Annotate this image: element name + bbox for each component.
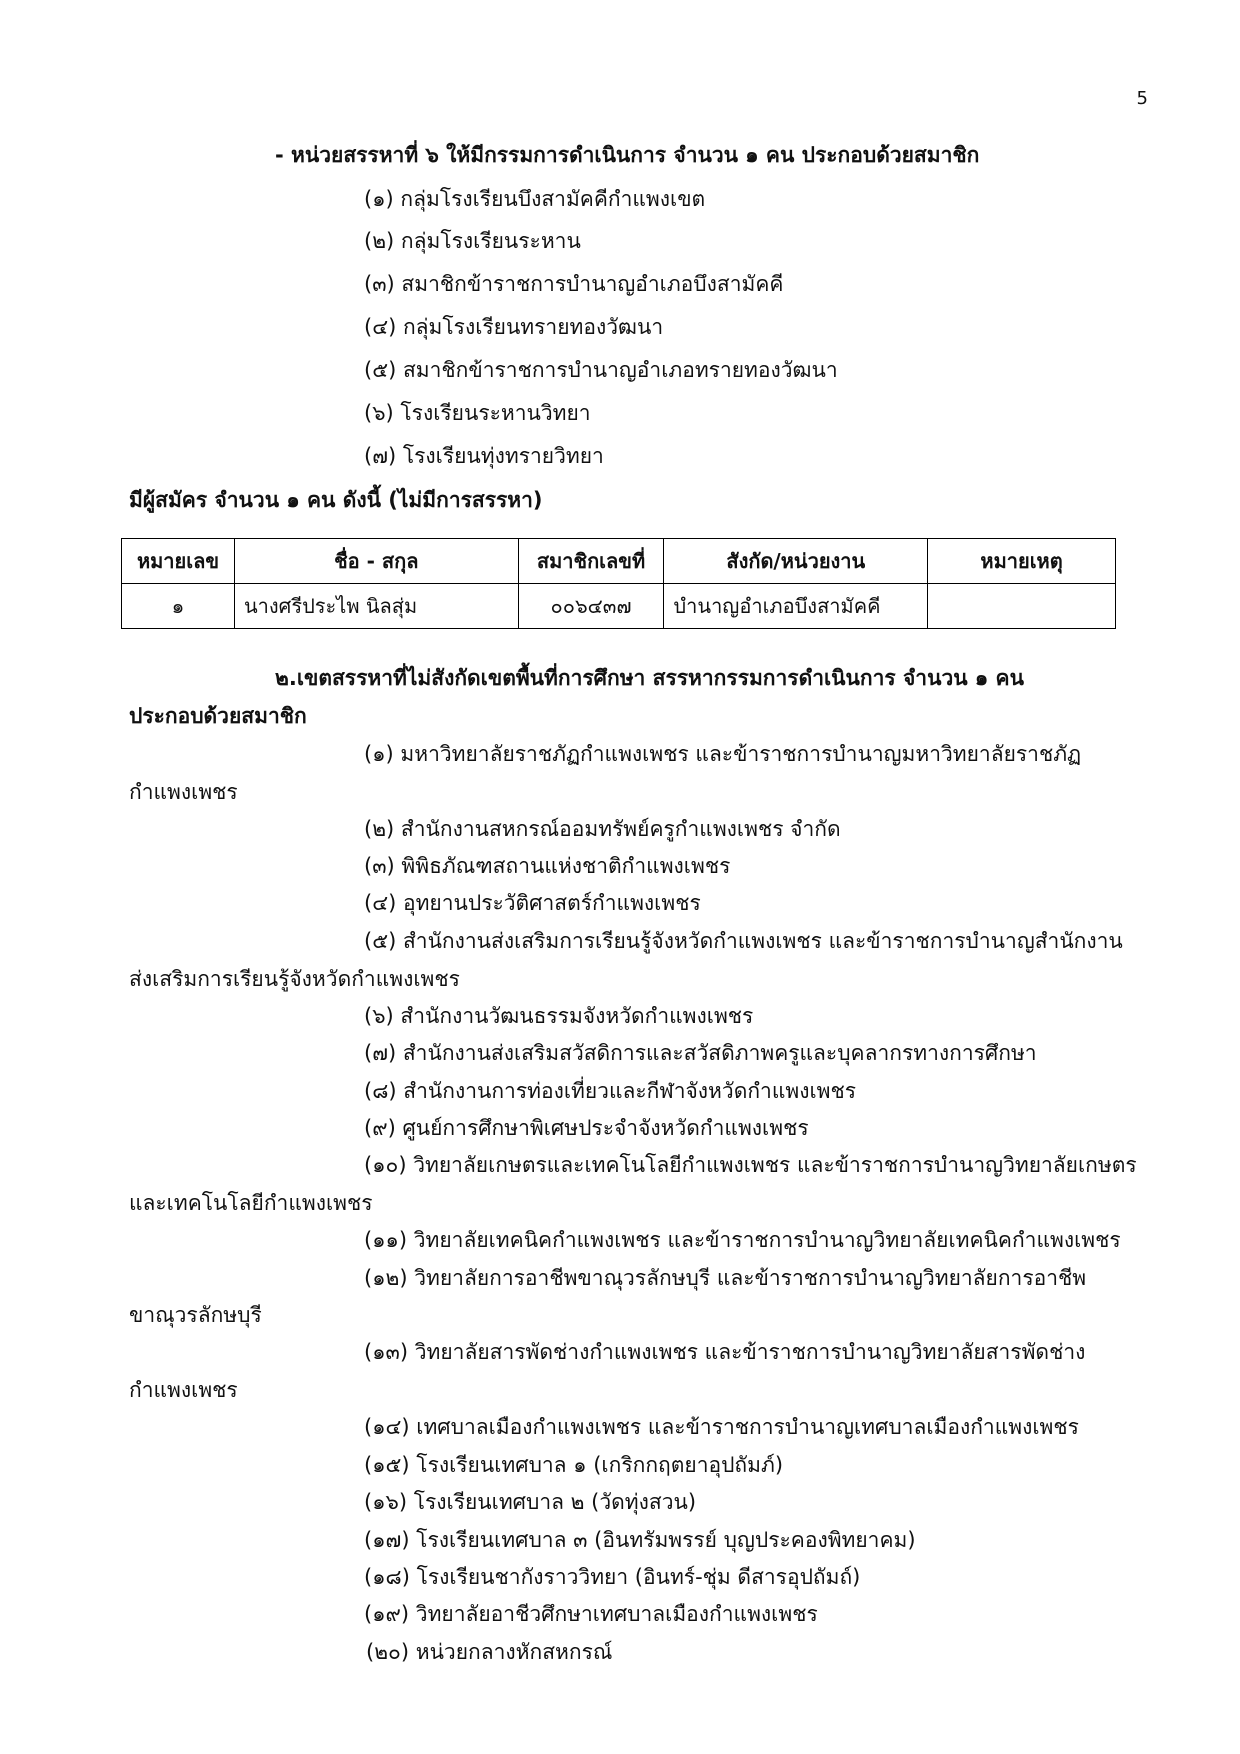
- column-header-member-id: สมาชิกเลขที่: [518, 539, 664, 584]
- section2-item-9: (๙) ศูนย์การศึกษาพิเศษประจำจังหวัดกำแพงเพชร: [364, 1116, 809, 1140]
- column-header-affiliation: สังกัด/หน่วยงาน: [664, 539, 928, 584]
- section2-item-11: (๑๑) วิทยาลัยเทคนิคกำแพงเพชร และข้าราชการบำนาญวิทยาลัยเทคนิคกำแพงเพชร: [364, 1228, 1121, 1252]
- section2-item-17: (๑๗) โรงเรียนเทศบาล ๓ (อินทรัมพรรย์ บุญประคองพิทยาคม): [364, 1528, 916, 1552]
- section2-item-13-cont: กำแพงเพชร: [129, 1378, 238, 1402]
- unit6-item-2: (๒) กลุ่มโรงเรียนระหาน: [364, 229, 581, 253]
- section2-item-19: (๑๙) วิทยาลัยอาชีวศึกษาเทศบาลเมืองกำแพงเพชร: [364, 1602, 818, 1626]
- applicant-note: มีผู้สมัคร จำนวน ๑ คน ดังนี้ (ไม่มีการสรรหา): [129, 488, 543, 512]
- section2-item-7: (๗) สำนักงานส่งเสริมสวัสดิการและสวัสดิภาพครูและบุคลากรทางการศึกษา: [364, 1041, 1037, 1065]
- section2-item-13: (๑๓) วิทยาลัยสารพัดช่างกำแพงเพชร และข้าราชการบำนาญวิทยาลัยสารพัดช่าง: [364, 1340, 1086, 1364]
- section2-item-4: (๔) อุทยานประวัติศาสตร์กำแพงเพชร: [364, 891, 701, 915]
- section2-item-3: (๓) พิพิธภัณฑสถานแห่งชาติกำแพงเพชร: [364, 854, 731, 878]
- section2-item-15: (๑๕) โรงเรียนเทศบาล ๑ (เกริกกฤตยาอุปถัมภ์): [364, 1453, 784, 1477]
- section2-item-5-cont: ส่งเสริมการเรียนรู้จังหวัดกำแพงเพชร: [129, 967, 460, 991]
- page-number: 5: [1136, 88, 1148, 109]
- unit6-item-3: (๓) สมาชิกข้าราชการบำนาญอำเภอบึงสามัคคี: [364, 272, 784, 296]
- unit6-item-4: (๔) กลุ่มโรงเรียนทรายทองวัฒนา: [364, 315, 664, 339]
- section2-item-1: (๑) มหาวิทยาลัยราชภัฏกำแพงเพชร และข้าราชการบำนาญมหาวิทยาลัยราชภัฏ: [364, 742, 1082, 766]
- section2-item-20: (๒๐) หน่วยกลางหักสหกรณ์: [366, 1640, 613, 1664]
- column-header-remark: หมายเหตุ: [928, 539, 1116, 584]
- section2-item-2: (๒) สำนักงานสหกรณ์ออมทรัพย์ครูกำแพงเพชร จำกัด: [364, 817, 841, 841]
- column-header-name: ชื่อ - สกุล: [234, 539, 518, 584]
- section2-item-12-cont: ขาณุวรลักษบุรี: [129, 1303, 262, 1327]
- section2-item-18: (๑๘) โรงเรียนชากังราววิทยา (อินทร์-ชุ่ม ดีสารอุปถัมถ์): [364, 1565, 861, 1589]
- column-header-number: หมายเลข: [122, 539, 235, 584]
- unit6-item-6: (๖) โรงเรียนระหานวิทยา: [364, 401, 591, 425]
- section2-item-6: (๖) สำนักงานวัฒนธรรมจังหวัดกำแพงเพชร: [364, 1004, 754, 1028]
- section2-item-12: (๑๒) วิทยาลัยการอาชีพขาณุวรลักษบุรี และข้าราชการบำนาญวิทยาลัยการอาชีพ: [364, 1266, 1087, 1290]
- cell-name: นางศรีประไพ นิลสุ่ม: [234, 584, 518, 629]
- unit6-heading: - หน่วยสรรหาที่ ๖ ให้มีกรรมการดำเนินการ จำนวน ๑ คน ประกอบด้วยสมาชิก: [275, 143, 980, 167]
- table-row: [122, 584, 1116, 629]
- section2-item-10: (๑๐) วิทยาลัยเกษตรและเทคโนโลยีกำแพงเพชร และข้าราชการบำนาญวิทยาลัยเกษตร: [364, 1153, 1137, 1177]
- unit6-item-5: (๕) สมาชิกข้าราชการบำนาญอำเภอทรายทองวัฒนา: [364, 358, 838, 382]
- cell-remark: [928, 584, 1116, 629]
- table-header-row: [122, 539, 1116, 584]
- unit6-item-1: (๑) กลุ่มโรงเรียนบึงสามัคคีกำแพงเขต: [364, 187, 706, 211]
- section2-heading-cont: ประกอบด้วยสมาชิก: [129, 704, 307, 728]
- section2-item-14: (๑๔) เทศบาลเมืองกำแพงเพชร และข้าราชการบำนาญเทศบาลเมืองกำแพงเพชร: [364, 1415, 1079, 1439]
- cell-member-id: ๐๐๖๔๓๗: [518, 584, 664, 629]
- applicant-table: [121, 538, 1116, 629]
- cell-number: ๑: [122, 584, 235, 629]
- section2-item-10-cont: และเทคโนโลยีกำแพงเพชร: [129, 1191, 373, 1215]
- cell-affiliation: บำนาญอำเภอบึงสามัคคี: [664, 584, 928, 629]
- section2-item-5: (๕) สำนักงานส่งเสริมการเรียนรู้จังหวัดกำแพงเพชร และข้าราชการบำนาญสำนักงาน: [364, 929, 1123, 953]
- section2-item-16: (๑๖) โรงเรียนเทศบาล ๒ (วัดทุ่งสวน): [364, 1490, 697, 1514]
- unit6-item-7: (๗) โรงเรียนทุ่งทรายวิทยา: [364, 444, 604, 468]
- section2-heading: ๒.เขตสรรหาที่ไม่สังกัดเขตพื้นที่การศึกษา สรรหากรรมการดำเนินการ จำนวน ๑ คน: [275, 666, 1024, 690]
- section2-item-8: (๘) สำนักงานการท่องเที่ยวและกีฬาจังหวัดกำแพงเพชร: [364, 1079, 857, 1103]
- section2-item-1-cont: กำแพงเพชร: [129, 780, 238, 804]
